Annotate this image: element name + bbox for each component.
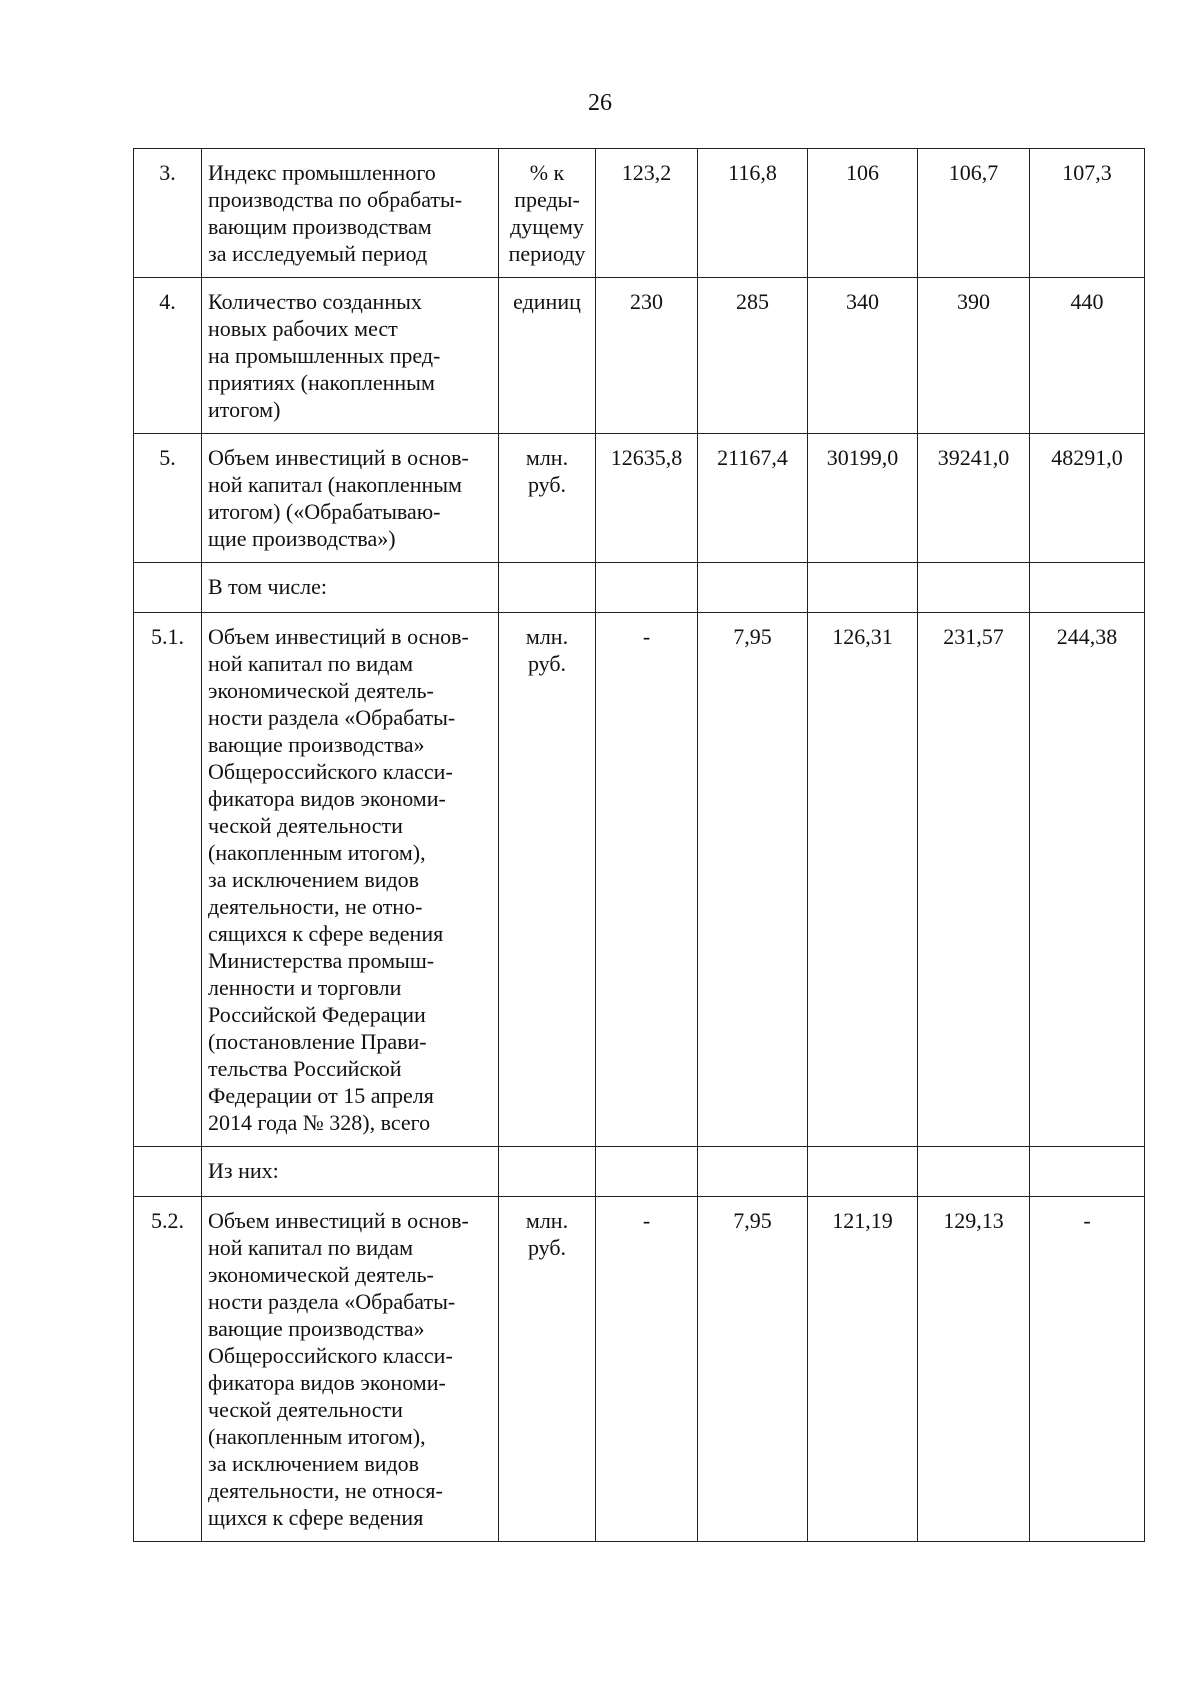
value-cell: 30199,0 <box>808 434 918 563</box>
indicator-name-cell: Объем инвестиций в основ- ной капитал по видам экономической деятель- ности раздела «Обрабаты- вающие производства» Общероссийского класси- фикатора видов экономи- ческой деятельности (накопленным итогом), за исключением видов деятельности, не относя- щихся к сфере ведения <box>202 1197 499 1542</box>
table-row <box>134 1197 1145 1542</box>
unit-cell: млн. руб. <box>499 613 596 1147</box>
indicator-name-cell: Количество созданных новых рабочих мест на промышленных пред- приятиях (накопленным итогом) <box>202 278 499 434</box>
table-row <box>134 563 1145 613</box>
row-number-cell: 4. <box>134 278 202 434</box>
value-cell: 126,31 <box>808 613 918 1147</box>
indicator-name-cell: Объем инвестиций в основ- ной капитал (накопленным итогом) («Обрабатываю- щие производства») <box>202 434 499 563</box>
indicator-name-cell: В том числе: <box>202 563 499 613</box>
table-row <box>134 434 1145 563</box>
row-number-cell: 3. <box>134 149 202 278</box>
value-cell <box>1030 563 1145 613</box>
value-cell: 340 <box>808 278 918 434</box>
indicators-table <box>133 148 1145 1542</box>
value-cell <box>596 1147 698 1197</box>
value-cell: 107,3 <box>1030 149 1145 278</box>
indicator-name-cell: Из них: <box>202 1147 499 1197</box>
table-row <box>134 613 1145 1147</box>
value-cell: 123,2 <box>596 149 698 278</box>
value-cell <box>596 563 698 613</box>
value-cell <box>808 563 918 613</box>
value-cell: 12635,8 <box>596 434 698 563</box>
value-cell: 39241,0 <box>918 434 1030 563</box>
indicator-name-cell: Индекс промышленного производства по обрабаты- вающим производствам за исследуемый период <box>202 149 499 278</box>
unit-cell: млн. руб. <box>499 1197 596 1542</box>
table-row <box>134 149 1145 278</box>
table-row <box>134 278 1145 434</box>
unit-cell <box>499 1147 596 1197</box>
value-cell: 7,95 <box>698 1197 808 1542</box>
value-cell: - <box>1030 1197 1145 1542</box>
unit-cell: % к преды- дущему периоду <box>499 149 596 278</box>
value-cell: 231,57 <box>918 613 1030 1147</box>
value-cell: 129,13 <box>918 1197 1030 1542</box>
value-cell: - <box>596 1197 698 1542</box>
value-cell: 440 <box>1030 278 1145 434</box>
value-cell <box>808 1147 918 1197</box>
value-cell: - <box>596 613 698 1147</box>
row-number-cell: 5. <box>134 434 202 563</box>
table-row <box>134 1147 1145 1197</box>
unit-cell: единиц <box>499 278 596 434</box>
value-cell: 230 <box>596 278 698 434</box>
value-cell: 285 <box>698 278 808 434</box>
value-cell: 106 <box>808 149 918 278</box>
value-cell: 48291,0 <box>1030 434 1145 563</box>
value-cell: 244,38 <box>1030 613 1145 1147</box>
value-cell: 121,19 <box>808 1197 918 1542</box>
row-number-cell <box>134 563 202 613</box>
unit-cell <box>499 563 596 613</box>
value-cell: 7,95 <box>698 613 808 1147</box>
value-cell <box>918 1147 1030 1197</box>
value-cell <box>918 563 1030 613</box>
row-number-cell <box>134 1147 202 1197</box>
table-body <box>134 149 1145 1542</box>
value-cell <box>1030 1147 1145 1197</box>
value-cell: 106,7 <box>918 149 1030 278</box>
value-cell: 390 <box>918 278 1030 434</box>
row-number-cell: 5.1. <box>134 613 202 1147</box>
value-cell <box>698 1147 808 1197</box>
value-cell <box>698 563 808 613</box>
row-number-cell: 5.2. <box>134 1197 202 1542</box>
value-cell: 21167,4 <box>698 434 808 563</box>
page-number: 26 <box>588 90 612 116</box>
unit-cell: млн. руб. <box>499 434 596 563</box>
indicator-name-cell: Объем инвестиций в основ- ной капитал по видам экономической деятель- ности раздела «Обрабаты- вающие производства» Общероссийского класси- фикатора видов экономи- ческой деятельности (накопленным итогом), за исключением видов деятельности, не отно- сящихся к сфере ведения Министерства промыш- ленности и торговли Российской Федерации (постановление Прави- тельства Российской Федерации от 15 апреля 2014 года № 328), всего <box>202 613 499 1147</box>
value-cell: 116,8 <box>698 149 808 278</box>
